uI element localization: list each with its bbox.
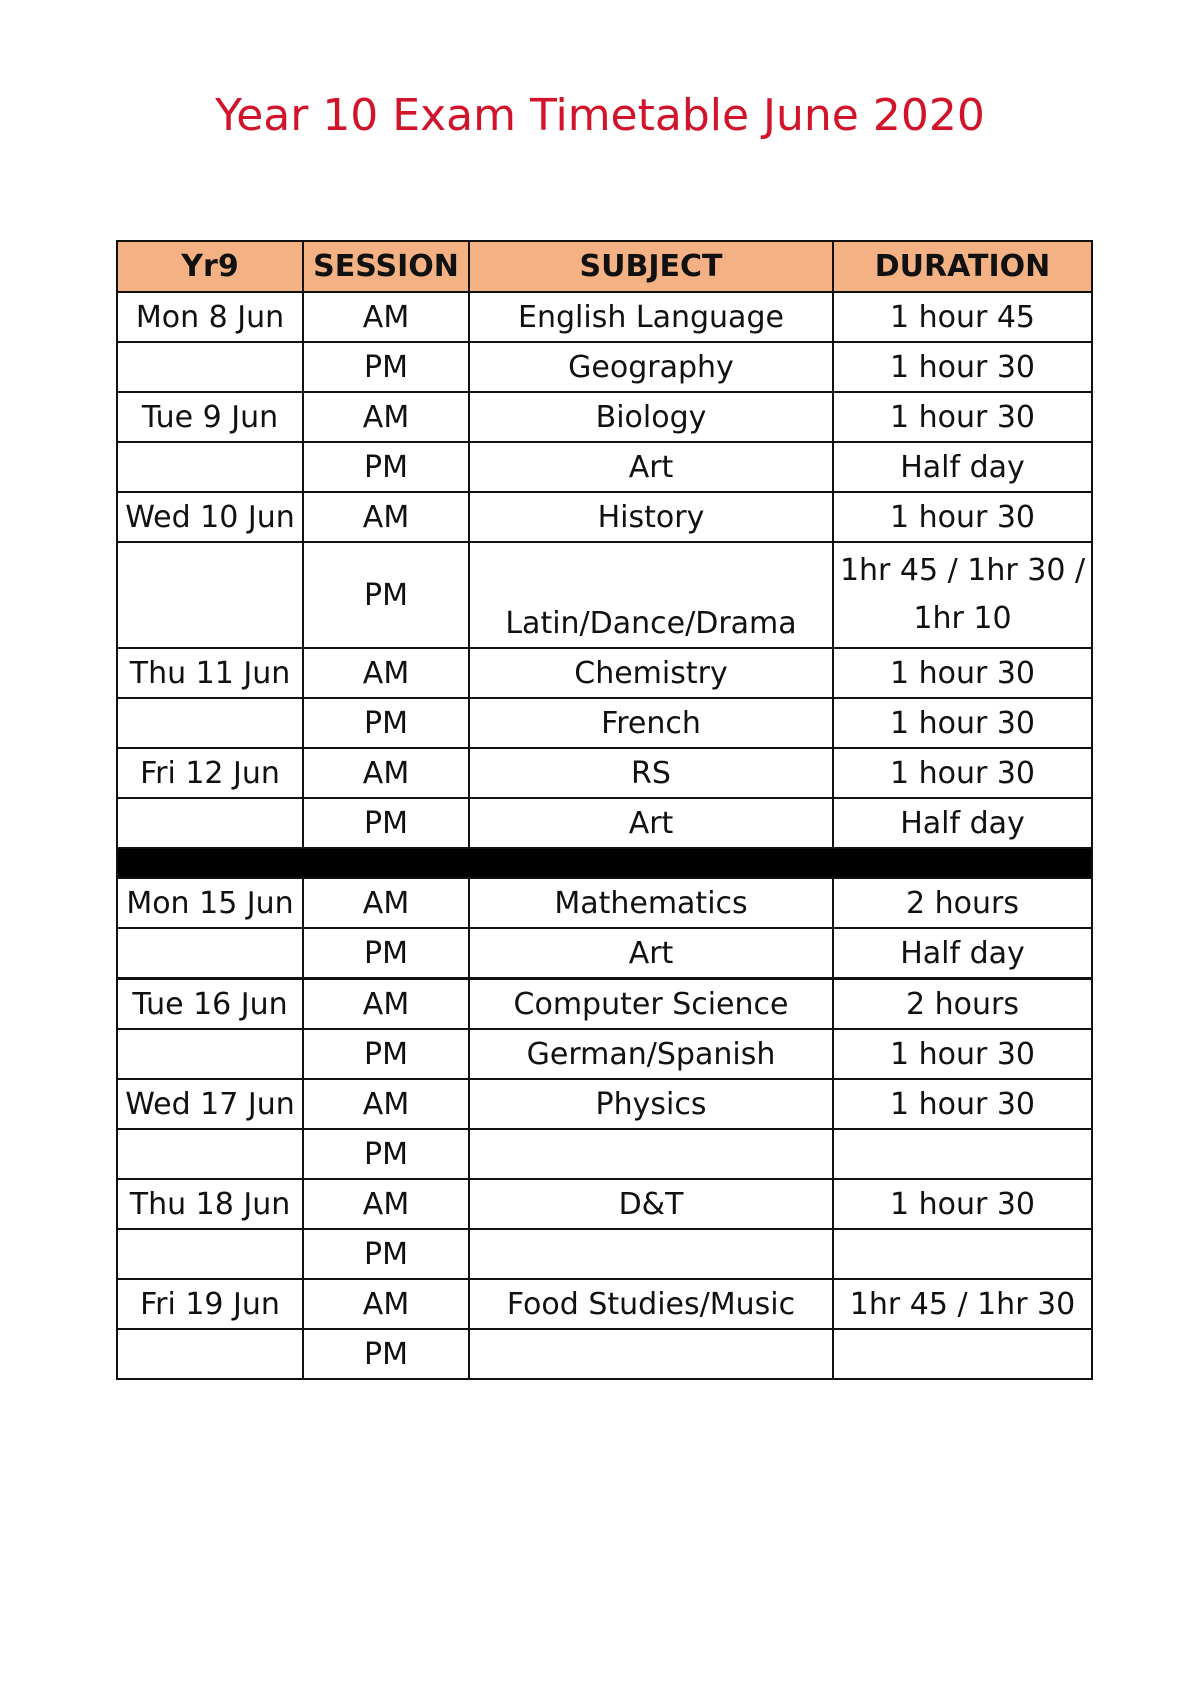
exam-timetable — [116, 240, 1093, 1380]
subject-cell: Physics — [469, 1079, 833, 1129]
table-row — [117, 542, 1092, 648]
session-cell: AM — [303, 1279, 469, 1329]
table-row — [117, 442, 1092, 492]
duration-cell: Half day — [833, 442, 1092, 492]
subject-cell: Art — [469, 442, 833, 492]
subject-cell: D&T — [469, 1179, 833, 1229]
table-row — [117, 1129, 1092, 1179]
duration-cell: 2 hours — [833, 979, 1092, 1030]
day-cell — [117, 1329, 303, 1379]
table-row — [117, 1229, 1092, 1279]
duration-cell: 2 hours — [833, 878, 1092, 928]
table-row — [117, 492, 1092, 542]
day-cell — [117, 1029, 303, 1079]
subject-cell: English Language — [469, 292, 833, 342]
duration-cell: Half day — [833, 798, 1092, 848]
day-cell: Wed 10 Jun — [117, 492, 303, 542]
subject-cell: Chemistry — [469, 648, 833, 698]
session-cell: AM — [303, 392, 469, 442]
subject-cell: Mathematics — [469, 878, 833, 928]
subject-cell — [469, 1329, 833, 1379]
week-divider — [117, 848, 1092, 878]
duration-cell: 1 hour 30 — [833, 342, 1092, 392]
duration-cell: 1 hour 30 — [833, 1029, 1092, 1079]
day-cell — [117, 442, 303, 492]
duration-cell — [833, 1229, 1092, 1279]
day-cell — [117, 798, 303, 848]
table-row — [117, 1179, 1092, 1229]
session-cell: AM — [303, 1179, 469, 1229]
table-row — [117, 928, 1092, 979]
duration-cell: 1 hour 30 — [833, 698, 1092, 748]
session-cell: AM — [303, 292, 469, 342]
duration-cell: 1 hour 30 — [833, 1179, 1092, 1229]
table-row — [117, 292, 1092, 342]
day-cell: Fri 12 Jun — [117, 748, 303, 798]
table-row — [117, 1029, 1092, 1079]
day-cell: Thu 11 Jun — [117, 648, 303, 698]
session-cell: PM — [303, 928, 469, 979]
duration-cell: 1 hour 30 — [833, 1079, 1092, 1129]
duration-cell — [833, 1129, 1092, 1179]
session-cell: PM — [303, 1329, 469, 1379]
session-cell: AM — [303, 648, 469, 698]
session-cell: PM — [303, 698, 469, 748]
table-header-row — [117, 241, 1092, 292]
day-cell — [117, 698, 303, 748]
table-row — [117, 748, 1092, 798]
subject-cell: Food Studies/Music — [469, 1279, 833, 1329]
table-row — [117, 1329, 1092, 1379]
table-row — [117, 342, 1092, 392]
subject-cell: German/Spanish — [469, 1029, 833, 1079]
session-cell: PM — [303, 798, 469, 848]
session-cell: AM — [303, 979, 469, 1030]
subject-cell: Computer Science — [469, 979, 833, 1030]
day-cell — [117, 928, 303, 979]
subject-cell: Geography — [469, 342, 833, 392]
session-cell: PM — [303, 342, 469, 392]
day-cell — [117, 1229, 303, 1279]
subject-cell — [469, 1229, 833, 1279]
table-row — [117, 878, 1092, 928]
page-title: Year 10 Exam Timetable June 2020 — [215, 90, 985, 141]
session-cell: PM — [303, 1029, 469, 1079]
subject-cell: Biology — [469, 392, 833, 442]
duration-cell: 1 hour 45 — [833, 292, 1092, 342]
day-cell: Mon 15 Jun — [117, 878, 303, 928]
subject-cell: RS — [469, 748, 833, 798]
day-cell — [117, 342, 303, 392]
session-cell: PM — [303, 1229, 469, 1279]
table-row — [117, 979, 1092, 1030]
subject-cell: Art — [469, 928, 833, 979]
table-row — [117, 1079, 1092, 1129]
subject-cell: Latin/Dance/Drama — [469, 542, 833, 648]
duration-cell: 1 hour 30 — [833, 648, 1092, 698]
duration-cell: 1hr 45 / 1hr 30 — [833, 1279, 1092, 1329]
subject-cell — [469, 1129, 833, 1179]
session-cell: AM — [303, 492, 469, 542]
day-cell: Thu 18 Jun — [117, 1179, 303, 1229]
subject-cell: French — [469, 698, 833, 748]
header-year: Yr9 — [117, 241, 303, 292]
subject-cell: Art — [469, 798, 833, 848]
week-divider-bar — [117, 848, 1092, 878]
duration-cell: 1 hour 30 — [833, 392, 1092, 442]
table-row — [117, 698, 1092, 748]
subject-cell: History — [469, 492, 833, 542]
session-cell: PM — [303, 442, 469, 492]
day-cell: Fri 19 Jun — [117, 1279, 303, 1329]
day-cell: Tue 9 Jun — [117, 392, 303, 442]
duration-cell: 1 hour 30 — [833, 748, 1092, 798]
session-cell: AM — [303, 1079, 469, 1129]
session-cell: AM — [303, 878, 469, 928]
header-session: SESSION — [303, 241, 469, 292]
session-cell: AM — [303, 748, 469, 798]
duration-cell: 1 hour 30 — [833, 492, 1092, 542]
header-subject: SUBJECT — [469, 241, 833, 292]
header-duration: DURATION — [833, 241, 1092, 292]
table-row — [117, 392, 1092, 442]
session-cell: PM — [303, 1129, 469, 1179]
table-row — [117, 798, 1092, 848]
day-cell: Wed 17 Jun — [117, 1079, 303, 1129]
table-row — [117, 648, 1092, 698]
day-cell — [117, 1129, 303, 1179]
duration-cell: 1hr 45 / 1hr 30 / 1hr 10 — [833, 542, 1092, 648]
duration-cell — [833, 1329, 1092, 1379]
table-row — [117, 1279, 1092, 1329]
day-cell: Mon 8 Jun — [117, 292, 303, 342]
day-cell — [117, 542, 303, 648]
duration-cell: Half day — [833, 928, 1092, 979]
session-cell: PM — [303, 542, 469, 648]
day-cell: Tue 16 Jun — [117, 979, 303, 1030]
